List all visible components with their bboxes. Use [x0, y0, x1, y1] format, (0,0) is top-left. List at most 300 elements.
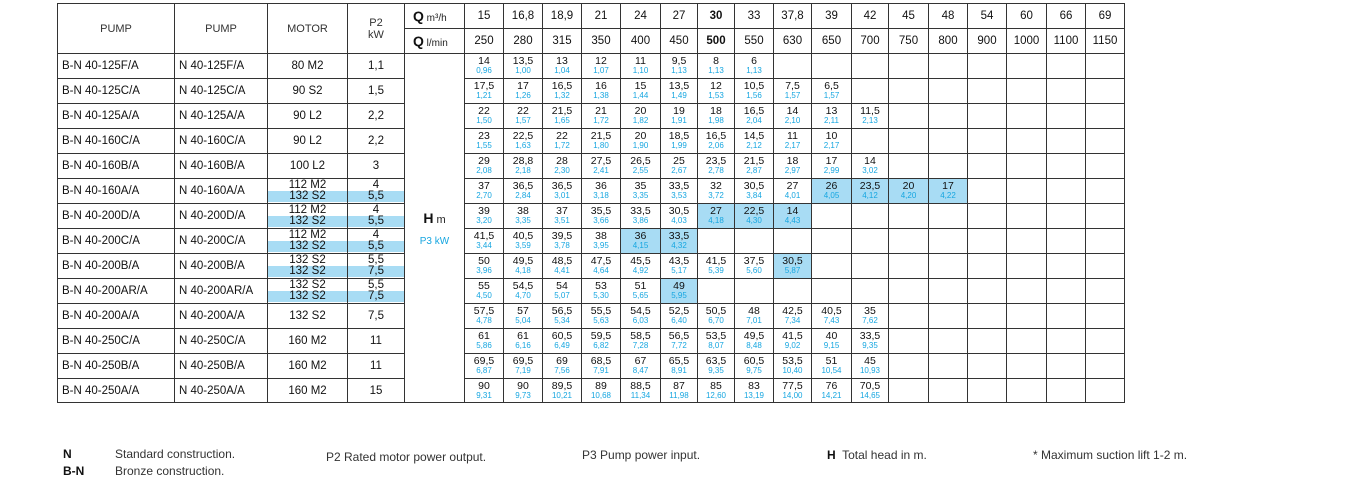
head-value: 35 [634, 180, 647, 192]
performance-cell [852, 229, 889, 254]
head-value: 40,5 [821, 305, 842, 317]
motor-size: 80 M2 [291, 60, 324, 72]
performance-cell [852, 129, 889, 154]
pump-bn-model: B-N 40-200C/A [58, 229, 175, 254]
performance-cell [621, 229, 661, 254]
power-kw-value: 4 [372, 179, 380, 191]
power-input-value: 12,60 [705, 390, 727, 400]
performance-cell [582, 204, 621, 229]
power-input-value: 7,43 [823, 316, 840, 325]
head-value: 47,5 [590, 255, 612, 267]
performance-cell [812, 154, 852, 179]
head-value: 23 [478, 130, 490, 142]
power-input-value: 1,82 [632, 116, 649, 125]
performance-cell [621, 104, 661, 129]
head-value: 57,5 [473, 305, 495, 317]
power-input-value: 11,34 [630, 390, 651, 400]
power-input-value: 0,96 [476, 66, 492, 75]
performance-cell [968, 154, 1007, 179]
head-value: 53,5 [782, 355, 803, 367]
flow-m3h-value: 54 [968, 4, 1007, 29]
performance-cell [504, 229, 543, 254]
flow-lmin-value: 700 [852, 29, 889, 54]
performance-cell [1007, 304, 1047, 329]
pump-bn-model: B-N 40-160C/A [58, 129, 175, 154]
performance-cell [812, 279, 852, 304]
performance-cell [621, 179, 661, 204]
power-kw-value: 5,5 [348, 216, 404, 227]
head-value: 27 [786, 180, 799, 192]
performance-cell [852, 54, 889, 79]
performance-cell [852, 379, 889, 403]
power-input-value: 1,13 [746, 66, 762, 75]
motor-cell [268, 229, 348, 254]
flow-lmin-value: 450 [661, 29, 698, 54]
motor-size: 132 S2 [268, 266, 347, 277]
power-input-value: 4,22 [940, 191, 956, 200]
power-input-value: 4,70 [515, 291, 531, 300]
performance-cell [929, 329, 968, 354]
head-value: 38 [595, 230, 607, 242]
power-input-value: 2,11 [824, 116, 839, 125]
performance-cell [812, 354, 852, 379]
performance-cell [621, 254, 661, 279]
pump-row [58, 254, 1125, 279]
performance-cell [774, 354, 812, 379]
flow-m3h-value: 45 [889, 4, 929, 29]
flow-lmin-value: 1000 [1007, 29, 1047, 54]
performance-cell [812, 104, 852, 129]
motor-size: 100 L2 [289, 160, 326, 172]
flow-m3h-value: 60 [1007, 4, 1047, 29]
power-cell [348, 254, 405, 279]
performance-cell [543, 254, 582, 279]
performance-cell [582, 354, 621, 379]
performance-cell [735, 379, 774, 403]
performance-cell [582, 54, 621, 79]
performance-cell [774, 179, 812, 204]
performance-cell [582, 254, 621, 279]
power-cell [348, 79, 405, 104]
performance-cell [1086, 304, 1125, 329]
motor-cell [268, 79, 348, 104]
motor-cell [268, 279, 348, 304]
head-value: 49,5 [743, 330, 765, 342]
power-kw-value: 5,5 [368, 254, 384, 266]
performance-cell [812, 54, 852, 79]
performance-cell [661, 79, 698, 104]
motor-cell [268, 254, 348, 279]
power-input-value: 6,40 [671, 316, 687, 325]
pump-row [58, 179, 1125, 204]
performance-cell [889, 54, 929, 79]
power-input-value: 2,78 [708, 166, 724, 175]
power-input-value: 5,63 [593, 316, 609, 325]
performance-cell [889, 104, 929, 129]
head-value: 39,5 [551, 230, 573, 242]
motor-size: 132 S2 [268, 216, 347, 227]
performance-cell [661, 254, 698, 279]
power-cell [348, 104, 405, 129]
head-value: 57 [517, 305, 529, 317]
performance-cell [735, 79, 774, 104]
col-header-power [348, 4, 405, 54]
performance-cell [968, 204, 1007, 229]
performance-cell [774, 104, 812, 129]
head-value: 69 [556, 355, 568, 367]
head-value: 40 [825, 330, 838, 342]
pump-bn-model: B-N 40-200AR/A [58, 279, 175, 304]
performance-cell [661, 229, 698, 254]
performance-cell [774, 279, 812, 304]
performance-cell [698, 229, 735, 254]
performance-cell [465, 329, 504, 354]
power-kw-value: 1,5 [368, 85, 384, 97]
performance-cell [1086, 104, 1125, 129]
performance-cell [661, 54, 698, 79]
power-input-value: 11,98 [669, 390, 689, 400]
head-value: 13,5 [668, 80, 690, 92]
motor-cell [268, 304, 348, 329]
head-value: 12 [710, 80, 722, 92]
power-cell [348, 354, 405, 379]
performance-cell [504, 279, 543, 304]
performance-cell [543, 204, 582, 229]
head-value: 41,5 [473, 230, 495, 242]
col-header-motor: MOTOR [268, 4, 348, 54]
pump-bn-model: B-N 40-200D/A [58, 204, 175, 229]
performance-cell [889, 154, 929, 179]
performance-cell [968, 179, 1007, 204]
performance-cell [774, 329, 812, 354]
performance-cell [929, 254, 968, 279]
performance-cell [774, 129, 812, 154]
performance-cell [504, 204, 543, 229]
power-input-value: 7,72 [671, 341, 687, 350]
head-value: 23,5 [705, 155, 727, 167]
power-input-value: 2,84 [515, 191, 531, 200]
flow-lmin-value: 250 [465, 29, 504, 54]
head-value: 42,5 [782, 305, 803, 317]
performance-cell [929, 54, 968, 79]
power-input-value: 1,57 [823, 91, 840, 100]
pump-n-model: N 40-250B/A [175, 354, 268, 379]
head-value: 16,5 [551, 80, 573, 92]
head-value: 69,5 [473, 355, 495, 367]
power-input-value: 14,00 [782, 390, 803, 400]
performance-cell [1086, 129, 1125, 154]
performance-cell [812, 329, 852, 354]
head-value: 15 [634, 80, 647, 92]
power-input-value: 4,92 [632, 266, 649, 275]
power-input-value: 2,70 [476, 191, 492, 200]
power-input-value: 4,78 [476, 316, 492, 325]
flow-m3h-value: 15 [465, 4, 504, 29]
head-value: 13 [556, 55, 568, 67]
performance-cell [504, 304, 543, 329]
power-input-value: 1,04 [554, 66, 570, 75]
performance-cell [889, 179, 929, 204]
head-value: 22 [556, 130, 568, 142]
performance-table [57, 3, 1125, 403]
performance-cell [661, 129, 698, 154]
power-input-value: 5,65 [632, 291, 649, 300]
power-input-value: 7,34 [784, 316, 801, 325]
footer-p2-note: P2 Rated motor power output. [326, 450, 487, 464]
head-value: 52,5 [668, 305, 690, 317]
performance-cell [582, 279, 621, 304]
performance-cell [621, 129, 661, 154]
power-input-value: 3,95 [593, 241, 609, 250]
motor-cell [268, 129, 348, 154]
performance-cell [621, 279, 661, 304]
head-value: 37,5 [743, 255, 765, 267]
power-input-value: 9,31 [476, 390, 492, 400]
flow-lmin-value: 400 [621, 29, 661, 54]
flow-m3h-value: 30 [698, 4, 735, 29]
head-value: 14 [864, 155, 876, 167]
flow-lmin-value: 280 [504, 29, 543, 54]
performance-cell [968, 54, 1007, 79]
performance-cell [1086, 379, 1125, 403]
pump-row [58, 129, 1125, 154]
performance-cell [929, 79, 968, 104]
performance-cell [774, 254, 812, 279]
performance-cell [543, 129, 582, 154]
power-input-value: 2,08 [476, 166, 492, 175]
performance-cell [1086, 329, 1125, 354]
pump-n-model: N 40-200AR/A [175, 279, 268, 304]
head-value: 30,5 [782, 255, 803, 267]
pump-n-model: N 40-160C/A [175, 129, 268, 154]
flow-m3h-value: 39 [812, 4, 852, 29]
pump-n-model: N 40-200C/A [175, 229, 268, 254]
flow-m3h-value: 18,9 [543, 4, 582, 29]
pump-bn-model: B-N 40-125A/A [58, 104, 175, 129]
head-value: 26,5 [630, 155, 651, 167]
head-value: 22 [478, 105, 490, 117]
pump-bn-model: B-N 40-160A/A [58, 179, 175, 204]
power-input-value: 1,90 [632, 141, 649, 150]
power-input-value: 7,19 [515, 366, 531, 375]
power-input-value: 3,44 [476, 241, 492, 250]
performance-cell [1047, 154, 1086, 179]
head-value: 16,5 [705, 130, 727, 142]
power-input-value: 2,10 [784, 116, 801, 125]
performance-cell [504, 129, 543, 154]
performance-cell [968, 304, 1007, 329]
performance-cell [698, 354, 735, 379]
motor-size: 132 S2 [289, 254, 326, 266]
performance-cell [735, 354, 774, 379]
power-input-value: 2,67 [671, 166, 687, 175]
performance-cell [774, 379, 812, 403]
power-kw-value: 5,5 [348, 191, 404, 202]
power-input-value: 1,56 [746, 91, 762, 100]
head-value: 18 [786, 155, 799, 167]
performance-cell [1007, 379, 1047, 403]
head-value: 49 [673, 280, 685, 292]
motor-size: 160 M2 [288, 360, 327, 372]
head-value: 48 [748, 305, 760, 317]
head-value: 27 [710, 205, 722, 217]
performance-cell [504, 379, 543, 403]
head-value: 85 [710, 379, 722, 392]
power-input-value: 9,73 [515, 390, 531, 400]
power-kw-value: 7,5 [348, 291, 404, 302]
head-value: 22 [517, 105, 529, 117]
head-value: 11 [787, 130, 798, 142]
power-input-value: 3,01 [554, 191, 570, 200]
head-value: 45 [864, 355, 876, 367]
power-input-value: 10,68 [590, 390, 612, 400]
performance-cell [504, 79, 543, 104]
performance-cell [1086, 254, 1125, 279]
performance-cell [1086, 279, 1125, 304]
performance-cell [812, 129, 852, 154]
performance-cell [465, 254, 504, 279]
power-kw-value: 2,2 [368, 110, 384, 122]
power-input-value: 5,86 [476, 341, 492, 350]
head-value: 7,5 [785, 80, 800, 92]
power-input-value: 1,50 [476, 116, 492, 125]
power-input-value: 2,41 [593, 166, 609, 175]
performance-cell [774, 204, 812, 229]
h-text: Total head in m. [842, 448, 927, 462]
performance-cell [852, 279, 889, 304]
pump-bn-model: B-N 40-250A/A [58, 379, 175, 403]
head-value: 89,5 [551, 379, 573, 392]
power-input-value: 5,04 [515, 316, 531, 325]
performance-cell [661, 279, 698, 304]
performance-cell [889, 204, 929, 229]
pump-bn-model: B-N 40-125C/A [58, 79, 175, 104]
head-value: 70,5 [859, 379, 881, 392]
power-cell [348, 179, 405, 204]
flow-m3h-value: 24 [621, 4, 661, 29]
power-kw-value: 4 [372, 229, 380, 241]
performance-cell [621, 79, 661, 104]
head-value: 32 [710, 180, 722, 192]
performance-cell [698, 54, 735, 79]
head-value: 53,5 [705, 330, 727, 342]
motor-size: 132 S2 [289, 279, 326, 291]
n-code: N [63, 447, 72, 461]
power-input-value: 4,18 [515, 266, 531, 275]
pump-bn-model: B-N 40-125F/A [58, 54, 175, 79]
power-input-value: 5,30 [593, 291, 609, 300]
performance-cell [582, 379, 621, 403]
performance-cell [504, 179, 543, 204]
performance-cell [852, 254, 889, 279]
power-input-value: 4,03 [671, 216, 687, 225]
motor-size: 132 S2 [268, 291, 347, 302]
power-input-value: 6,82 [593, 341, 609, 350]
performance-cell [1007, 354, 1047, 379]
performance-cell [1007, 79, 1047, 104]
power-input-value: 5,17 [671, 266, 687, 275]
head-value: 14,5 [743, 130, 765, 142]
head-value: 60,5 [743, 355, 765, 367]
motor-cell [268, 54, 348, 79]
head-value: 19 [673, 105, 685, 117]
pump-n-model: N 40-200A/A [175, 304, 268, 329]
head-value: 37 [478, 180, 490, 192]
power-input-value: 2,17 [823, 141, 840, 150]
pump-bn-model: B-N 40-200B/A [58, 254, 175, 279]
pump-bn-model: B-N 40-250C/A [58, 329, 175, 354]
performance-cell [621, 304, 661, 329]
power-cell [348, 204, 405, 229]
q-unit-lmin: l/min [426, 38, 448, 49]
pump-n-model: N 40-250A/A [175, 379, 268, 403]
performance-cell [543, 304, 582, 329]
q-lmin-label [405, 29, 465, 54]
power-input-value: 4,64 [593, 266, 609, 275]
power-input-value: 14,65 [859, 390, 881, 400]
head-value: 40,5 [512, 230, 534, 242]
performance-cell [929, 154, 968, 179]
power-input-value: 2,06 [708, 141, 724, 150]
performance-cell [582, 229, 621, 254]
pump-row [58, 354, 1125, 379]
power-input-value: 4,20 [900, 191, 917, 200]
p3-label: P3 kW [419, 235, 450, 247]
power-input-value: 1,38 [593, 91, 609, 100]
power-input-value: 3,72 [708, 191, 724, 200]
power-input-value: 4,15 [632, 241, 649, 250]
performance-cell [504, 329, 543, 354]
performance-cell [1086, 79, 1125, 104]
performance-cell [889, 279, 929, 304]
head-value: 36 [634, 230, 647, 242]
footer-h-note [827, 448, 927, 462]
head-value: 54,5 [512, 280, 534, 292]
performance-cell [812, 204, 852, 229]
performance-cell [465, 204, 504, 229]
pump-row [58, 304, 1125, 329]
performance-cell [1086, 204, 1125, 229]
head-value: 33,5 [668, 230, 690, 242]
pump-row [58, 54, 1125, 79]
performance-cell [661, 204, 698, 229]
motor-size: 160 M2 [288, 335, 327, 347]
h-code: H [827, 448, 836, 462]
pump-bn-model: B-N 40-160B/A [58, 154, 175, 179]
head-value: 65,5 [668, 355, 690, 367]
performance-cell [968, 354, 1007, 379]
power-kw-value: 11 [370, 335, 382, 347]
head-value: 13 [825, 105, 838, 117]
pump-n-model: N 40-125C/A [175, 79, 268, 104]
performance-cell [582, 129, 621, 154]
head-value: 9,5 [671, 55, 687, 67]
performance-cell [504, 104, 543, 129]
performance-cell [1047, 204, 1086, 229]
performance-cell [1086, 179, 1125, 204]
head-value: 12 [595, 55, 607, 67]
head-value: 33,5 [668, 180, 690, 192]
performance-cell [812, 229, 852, 254]
performance-cell [465, 154, 504, 179]
power-input-value: 1,99 [671, 141, 687, 150]
head-value: 14 [478, 55, 490, 67]
performance-cell [1047, 229, 1086, 254]
performance-cell [968, 279, 1007, 304]
pump-n-model: N 40-200B/A [175, 254, 268, 279]
pump-bn-model: B-N 40-250B/A [58, 354, 175, 379]
performance-cell [661, 354, 698, 379]
